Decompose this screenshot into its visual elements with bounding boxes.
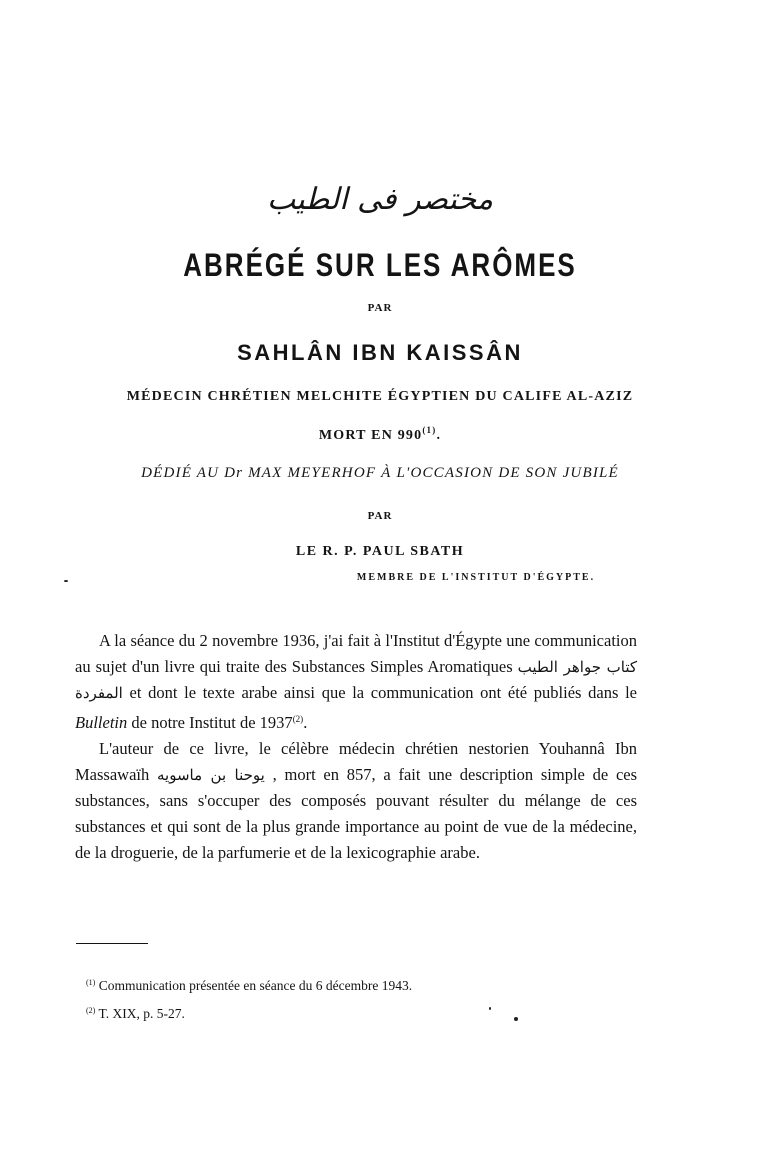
par-label-2: PAR [367, 510, 393, 522]
body-text [75, 628, 637, 866]
par-label: PAR [367, 302, 393, 314]
footnote-text: Communication présentée en séance du 6 décembre 1943. [98, 978, 413, 993]
author-death [0, 425, 760, 444]
scan-speck [514, 1017, 518, 1021]
footnote-text: T. XIX, p. 5-27. [98, 1006, 185, 1021]
p1-italic: Bulletin [75, 713, 128, 732]
p2-text-b: , mort en 857, a fait une description simple de ces substances, sans s'occuper des composés pouvant résulter du mélange de ces substances et qui sont de la plus grande importance au point de vue de la médecine, de la droguerie, de la parfumerie et de la lexicographie arabe. [75, 765, 638, 862]
p1-arabic: كتاب جواهر الطيب المفردة [75, 658, 637, 702]
p1-end: . [303, 713, 308, 732]
death-end: . [436, 428, 442, 443]
p2-text-a: L'auteur de ce livre, le célèbre médecin chrétien nestorien Youhannâ Ibn Massawaïh [75, 739, 637, 784]
arabic-title: مختصر فى الطيب [266, 182, 494, 217]
author-role: MÉDECIN CHRÉTIEN MELCHITE ÉGYPTIEN DU CALIFE AL-AZIZ [126, 389, 634, 404]
footnote-divider [76, 943, 148, 944]
second-author: LE R. P. PAUL SBATH [295, 544, 465, 559]
scan-speck [64, 580, 68, 582]
p1-text-b: et dont le texte arabe ainsi que la communication ont été publiés dans le [129, 683, 637, 702]
paragraph-1 [75, 628, 637, 736]
p2-arabic: يوحنا بن ماسويه [157, 766, 265, 784]
footnote-ref-2[interactable]: (2) [292, 714, 304, 724]
page-title: ABRÉGÉ SUR LES ARÔMES [183, 246, 577, 284]
footnote-mark: (1) [86, 978, 96, 987]
footnote-mark: (2) [86, 1006, 96, 1015]
paragraph-2 [75, 736, 637, 866]
membership: MEMBRE DE L'INSTITUT D'ÉGYPTE. [356, 572, 596, 583]
death-text: MORT EN 990 [318, 428, 423, 443]
scan-speck [489, 1007, 491, 1010]
p1-text-c: de notre Institut de 1937 [131, 713, 293, 732]
footnotes [86, 970, 412, 1026]
footnote-ref-1[interactable]: (1) [422, 425, 437, 435]
footnote-2 [86, 998, 412, 1026]
dedication: DÉDIÉ AU Dr MAX MEYERHOF À L'OCCASION DE SON JUBILÉ [141, 465, 619, 481]
footnote-1 [86, 970, 412, 998]
author-name: SAHLÂN IBN KAISSÂN [237, 340, 523, 365]
p1-text-a: A la séance du 2 novembre 1936, j'ai fait à l'Institut d'Égypte une communication au sujet d'un livre qui traite des Substances Simples Aromatiques [75, 631, 637, 676]
